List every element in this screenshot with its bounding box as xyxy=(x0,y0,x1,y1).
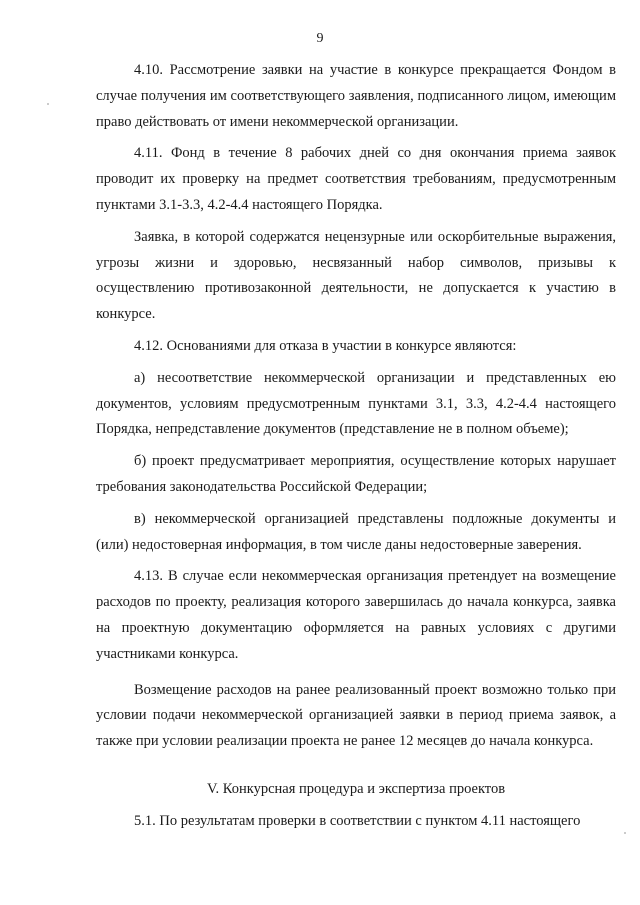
document-body xyxy=(96,58,616,835)
list-item-v: в) некоммерческой организацией представлены подложные документы и (или) недостоверная информация, в том числе даны недостоверные заверения. xyxy=(96,510,616,553)
list-item-a: а) несоответствие некоммерческой организации и представленных ею документов, условиям предусмотренным пунктами 3.1, 3.3, 4.2-4.4 настоящего Порядка, непредставление документов (представление не в полном объеме); xyxy=(96,369,616,438)
paragraph-4-12: 4.12. Основаниями для отказа в участии в конкурсе являются: xyxy=(134,337,517,354)
paragraph-obscene-content: Заявка, в которой содержатся нецензурные или оскорбительные выражения, угрозы жизни и здоровью, несвязанный набор символов, призывы к осуществлению противозаконной деятельности, не допускается к участию в конкурсе. xyxy=(96,228,616,323)
scan-speck xyxy=(47,103,49,105)
section-heading: V. Конкурсная процедура и экспертиза проектов xyxy=(206,780,506,797)
paragraph-5-1: 5.1. По результатам проверки в соответствии с пунктом 4.11 настоящего xyxy=(134,812,581,829)
paragraph-4-10: 4.10. Рассмотрение заявки на участие в конкурсе прекращается Фондом в случае получения им соответствующего заявления, подписанного лицом, имеющим право действовать от имени некоммерческой организации. xyxy=(96,62,616,130)
paragraph-reimbursement: Возмещение расходов на ранее реализованный проект возможно только при условии подачи некоммерческой организацией заявки в период приема заявок, а также при условии реализации проекта не ранее 12 месяцев до начала конкурса. xyxy=(96,681,616,750)
paragraph-4-13: 4.13. В случае если некоммерческая организация претендует на возмещение расходов по проекту, реализация которого завершилась до начала конкурса, заявка на проектную документацию оформляется на равных условиях с другими участниками конкурса. xyxy=(96,568,616,662)
page-number: 9 xyxy=(316,31,324,46)
scan-speck xyxy=(624,832,626,834)
list-item-b: б) проект предусматривает мероприятия, осуществление которых нарушает требования законодательства Российской Федерации; xyxy=(96,453,616,495)
paragraph-4-11: 4.11. Фонд в течение 8 рабочих дней со дня окончания приема заявок проводит их проверку на предмет соответствия требованиям, предусмотренным пунктами 3.1-3.3, 4.2-4.4 настоящего Порядка. xyxy=(96,145,616,213)
